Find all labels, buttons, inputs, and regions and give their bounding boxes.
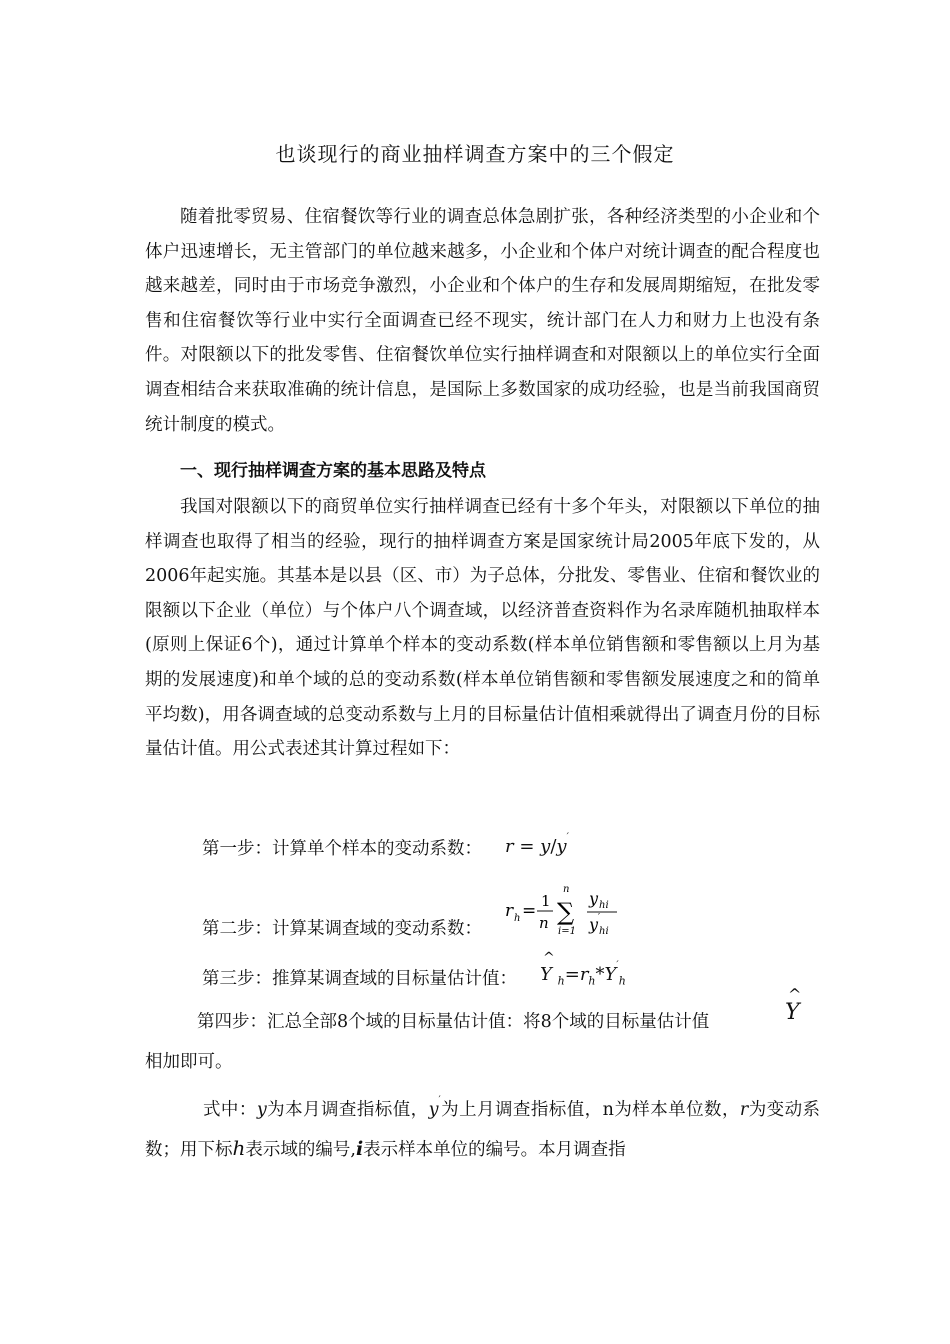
svg-text:∑: ∑ [557, 898, 575, 926]
formula-domain-coefficient [503, 880, 643, 940]
svg-text:i=1: i=1 [558, 926, 576, 937]
paragraph-intro: 随着批零贸易、住宿餐饮等行业的调查总体急剧扩张，各种经济类型的小企业和个体户迅速增长，无主管部门的单位越来越多，小企业和个体户对统计调查的配合程度也越来越差，同时由于市场竞争激烈，小企业和个体户的生存和发展周期缩短，在批发零售和住宿餐饮等行业中实行全面调查已经不现实，统计部门在人力和财力上也没有条件。对限额以下的批发零售、住宿餐饮单位实行抽样调查和对限额以上的单位实行全面调查相结合来获取准确的统计信息，是国际上多数国家的成功经验，也是当前我国商贸统计制度的模式。 [145, 207, 820, 435]
step-four: 第四步：汇总全部8个域的目标量估计值：将8个域的目标量估计值 [197, 1012, 710, 1032]
section-heading: 一、现行抽样调查方案的基本思路及特点 [180, 461, 486, 481]
paragraph-method: 我国对限额以下的商贸单位实行抽样调查已经有十多个年头，对限额以下单位的抽样调查也取得了相当的经验，现行的抽样调查方案是国家统计局2005年底下发的，从2006年起实施。其基本是以县（区、市）为子总体，分批发、零售业、住宿和餐饮业的限额以下企业（单位）与个体户八个调查域，以经济普查资料作为名录库随机抽取样本(原则上保证6个)，通过计算单个样本的变动系数(样本单位销售额和零售额以上月为基期的发展速度)和单个域的总的变动系数(样本单位销售额和零售额发展速度之和的简单平均数)，用各调查域的总变动系数与上月的目标量估计值相乘就得出了调查月份的目标量估计值。用公式表述其计算过程如下： [145, 497, 820, 760]
svg-text:=: = [522, 901, 537, 921]
svg-text:y: y [589, 889, 599, 908]
formula-total-estimate: ^ Y [785, 985, 802, 1025]
svg-text:h: h [514, 913, 521, 924]
document-title: 也谈现行的商业抽样调查方案中的三个假定 [275, 142, 675, 166]
step-three: 第三步：推算某调查域的目标量估计值： [202, 969, 517, 989]
step-one: 第一步：计算单个样本的变动系数： [202, 839, 482, 859]
svg-text:n: n [539, 914, 549, 932]
svg-text:hi: hi [599, 900, 609, 911]
svg-text:hi: hi [599, 926, 609, 937]
paragraph-notation: 式中：y为本月调查指标值，y′为上月调查指标值，n为样本单位数，r为变动系数；用下标h表示域的编号,i表示样本单位的编号。本月调查指 [145, 1095, 821, 1160]
formula-sample-coefficient: r = y/y′ [505, 832, 569, 857]
svg-text:n: n [563, 884, 570, 895]
step-two: 第二步：计算某调查域的变动系数： [202, 919, 482, 939]
svg-text:y: y [589, 915, 599, 934]
formula-domain-estimate: ^ Y $_h=r_h*Y'_h$ [540, 950, 626, 988]
svg-text:′: ′ [598, 913, 601, 923]
step-four-continued: 相加即可。 [145, 1052, 233, 1072]
svg-text:r: r [505, 901, 514, 921]
svg-text:1: 1 [541, 892, 551, 910]
